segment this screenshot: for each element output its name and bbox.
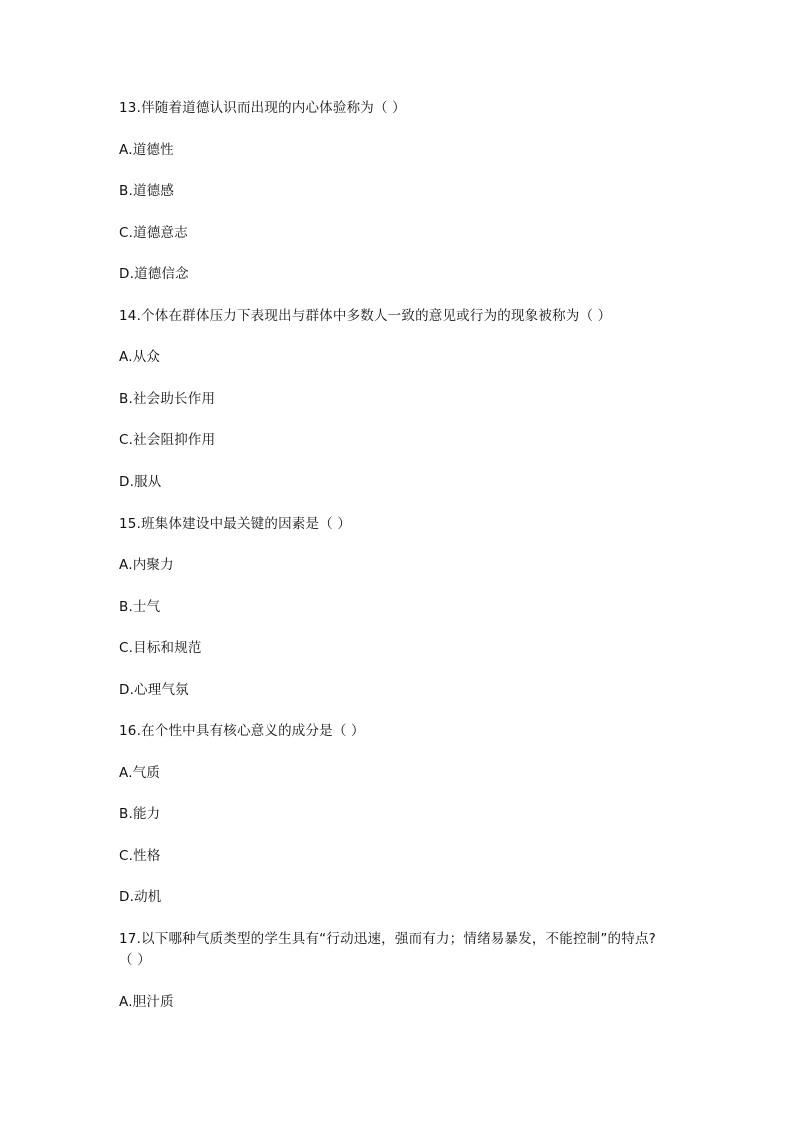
- question-15-stem: 15.班集体建设中最关键的因素是（ ）: [119, 516, 352, 532]
- question-16-option-d: D.动机: [119, 889, 162, 905]
- question-14-option-a: A.从众: [119, 349, 161, 365]
- question-13-option-d: D.道德信念: [119, 266, 189, 282]
- question-17-stem-continued: （ ）: [119, 952, 151, 968]
- question-15-option-d: D.心理气氛: [119, 682, 189, 698]
- question-17-stem: 17.以下哪种气质类型的学生具有“行动迅速，强而有力；情绪易暴发，不能控制”的特点?: [119, 931, 657, 947]
- question-17-option-a: A.胆汁质: [119, 994, 174, 1010]
- question-16-option-b: B.能力: [119, 806, 161, 822]
- question-13-option-b: B.道德感: [119, 183, 175, 199]
- question-15-option-a: A.内聚力: [119, 557, 174, 573]
- question-13-stem: 13.伴随着道德认识而出现的内心体验称为（ ）: [119, 100, 406, 116]
- question-16-option-a: A.气质: [119, 765, 161, 781]
- question-14-option-c: C.社会阻抑作用: [119, 432, 216, 448]
- question-13-option-a: A.道德性: [119, 142, 174, 158]
- question-16-option-c: C.性格: [119, 848, 161, 864]
- question-14-option-d: D.服从: [119, 474, 162, 490]
- question-13-option-c: C.道德意志: [119, 225, 188, 241]
- question-14-stem: 14.个体在群体压力下表现出与群体中多数人一致的意见或行为的现象被称为（ ）: [119, 308, 612, 324]
- question-15-option-b: B.士气: [119, 599, 161, 615]
- question-15-option-c: C.目标和规范: [119, 640, 202, 656]
- question-14-option-b: B.社会助长作用: [119, 391, 216, 407]
- question-16-stem: 16.在个性中具有核心意义的成分是（ ）: [119, 723, 365, 739]
